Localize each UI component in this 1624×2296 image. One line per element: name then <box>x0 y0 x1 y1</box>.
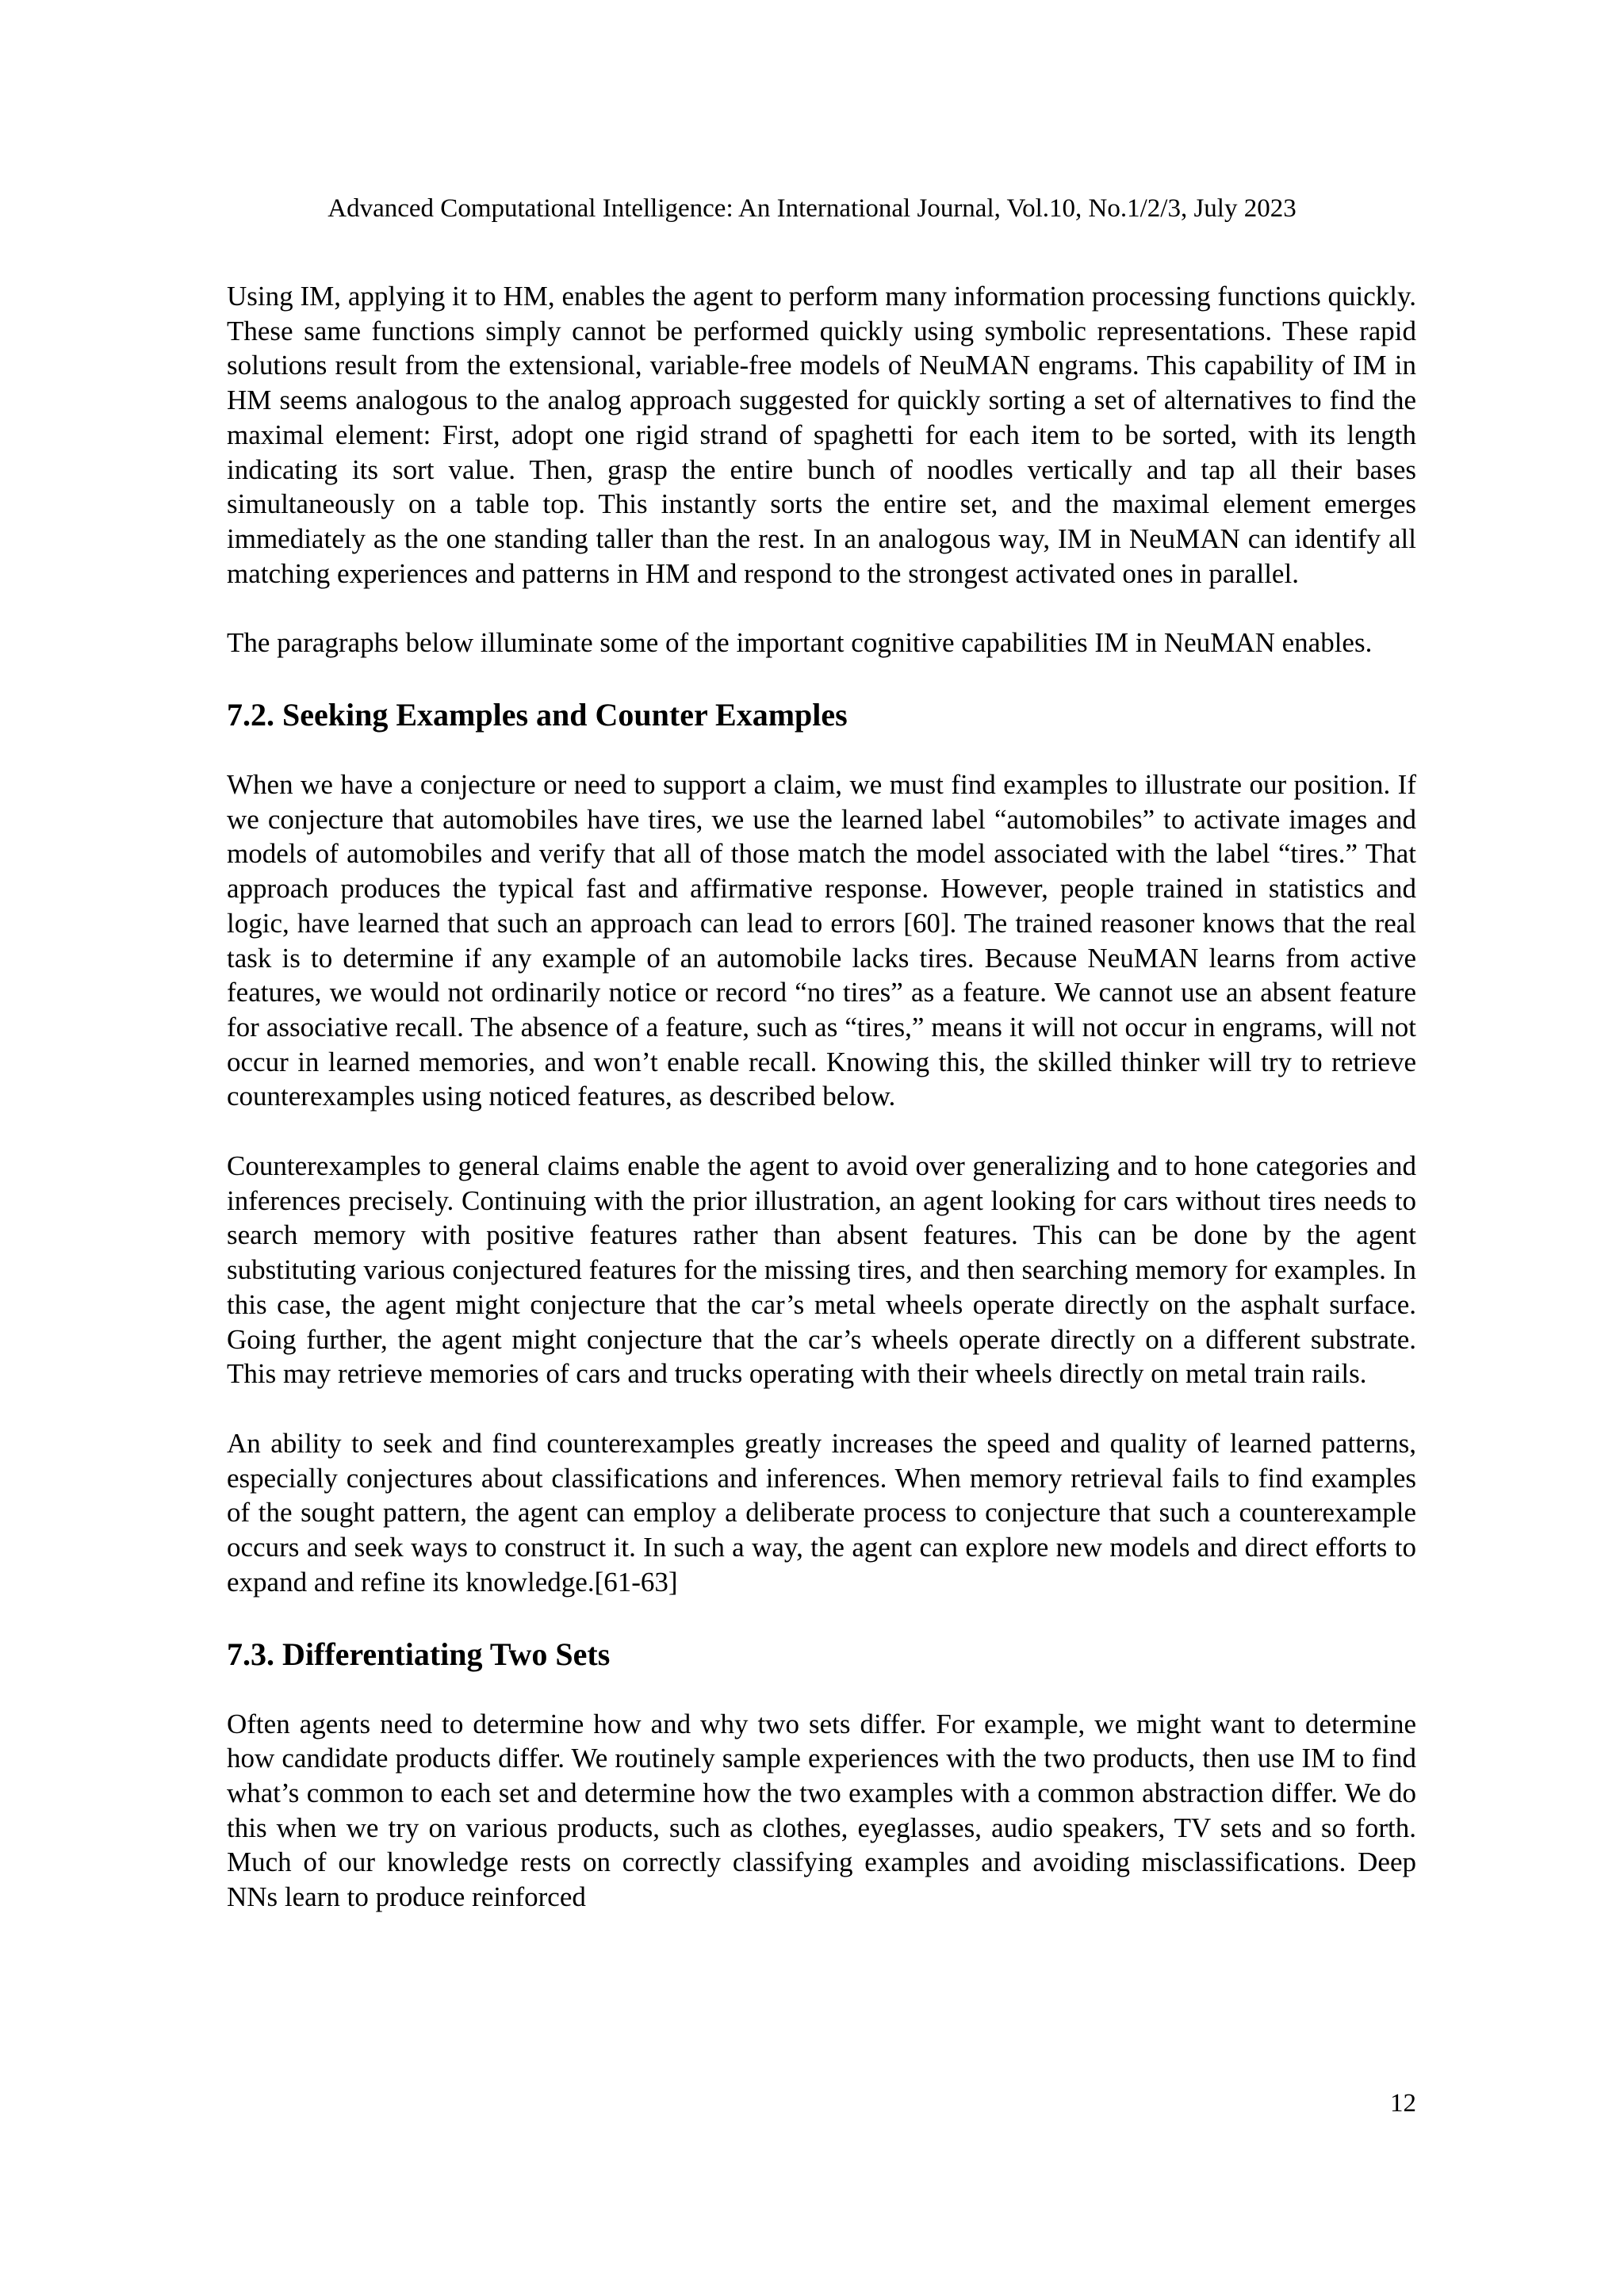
running-header: Advanced Computational Intelligence: An International Journal, Vol.10, No.1/2/3, July 2023 <box>327 194 1297 223</box>
intro-paragraph-2: The paragraphs below illuminate some of the important cognitive capabilities IM in NeuMAN enables. <box>227 627 1373 659</box>
section-7-2-paragraph-2: Counterexamples to general claims enable the agent to avoid over generalizing and to hone categories and inferences precisely. Continuing with the prior illustration, an agent looking for cars without tires needs to search memory with positive features rather than absent features. This can be done by the agent substituting various conjectured features for the missing tires, and then searching memory for examples. In this case, the agent might conjecture that the car’s metal wheels operate directly on the asphalt surface. Going further, the agent might conjecture that the car’s wheels operate directly on a different substrate. This may retrieve memories of cars and trucks operating with their wheels directly on metal train rails. <box>227 1150 1416 1390</box>
section-7-3-paragraph-1: Often agents need to determine how and why two sets differ. For example, we might want to determine how candidate products differ. We routinely sample experiences with the two products, then use IM to find what’s common to each set and determine how the two examples with a common abstraction differ. We do this when we try on various products, such as clothes, eyeglasses, audio speakers, TV sets and so forth. Much of our knowledge rests on correctly classifying examples and avoiding misclassifications. Deep NNs learn to produce reinforced <box>227 1708 1416 1913</box>
section-heading-7-3: 7.3. Differentiating Two Sets <box>227 1636 611 1672</box>
page-body <box>227 279 1416 1915</box>
section-heading-7-2: 7.2. Seeking Examples and Counter Examples <box>227 697 848 733</box>
section-7-2-paragraph-1: When we have a conjecture or need to support a claim, we must find examples to illustrate our position. If we conjecture that automobiles have tires, we use the learned label “automobiles” to activate images and models of automobiles and verify that all of those match the model associated with the label “tires.” That approach produces the typical fast and affirmative response. However, people trained in statistics and logic, have learned that such an approach can lead to errors [60]. The trained reasoner knows that the real task is to determine if any example of an automobile lacks tires. Because NeuMAN learns from active features, we would not ordinarily notice or record “no tires” as a feature. We cannot use an absent feature for associative recall. The absence of a feature, such as “tires,” means it will not occur in engrams, will not occur in learned memories, and won’t enable recall. Knowing this, the skilled thinker will try to retrieve counterexamples using noticed features, as described below. <box>227 769 1416 1112</box>
section-7-2-paragraph-3: An ability to seek and find counterexamples greatly increases the speed and quality of learned patterns, especially conjectures about classifications and inferences. When memory retrieval fails to find examples of the sought pattern, the agent can employ a deliberate process to conjecture that such a counterexample occurs and seek ways to construct it. In such a way, the agent can explore new models and direct efforts to expand and refine its knowledge.[61-63] <box>227 1427 1416 1598</box>
intro-paragraph-1: Using IM, applying it to HM, enables the agent to perform many information processing functions quickly. These same functions simply cannot be performed quickly using symbolic representations. These rapid solutions result from the extensional, variable-free models of NeuMAN engrams. This capability of IM in HM seems analogous to the analog approach suggested for quickly sorting a set of alternatives to find the maximal element: First, adopt one rigid strand of spaghetti for each item to be sorted, with its length indicating its sort value. Then, grasp the entire bunch of noodles vertically and tap all their bases simultaneously on a table top. This instantly sorts the entire set, and the maximal element emerges immediately as the one standing taller than the rest. In an analogous way, IM in NeuMAN can identify all matching experiences and patterns in HM and respond to the strongest activated ones in parallel. <box>227 281 1416 589</box>
page-number: 12 <box>1390 2089 1416 2118</box>
